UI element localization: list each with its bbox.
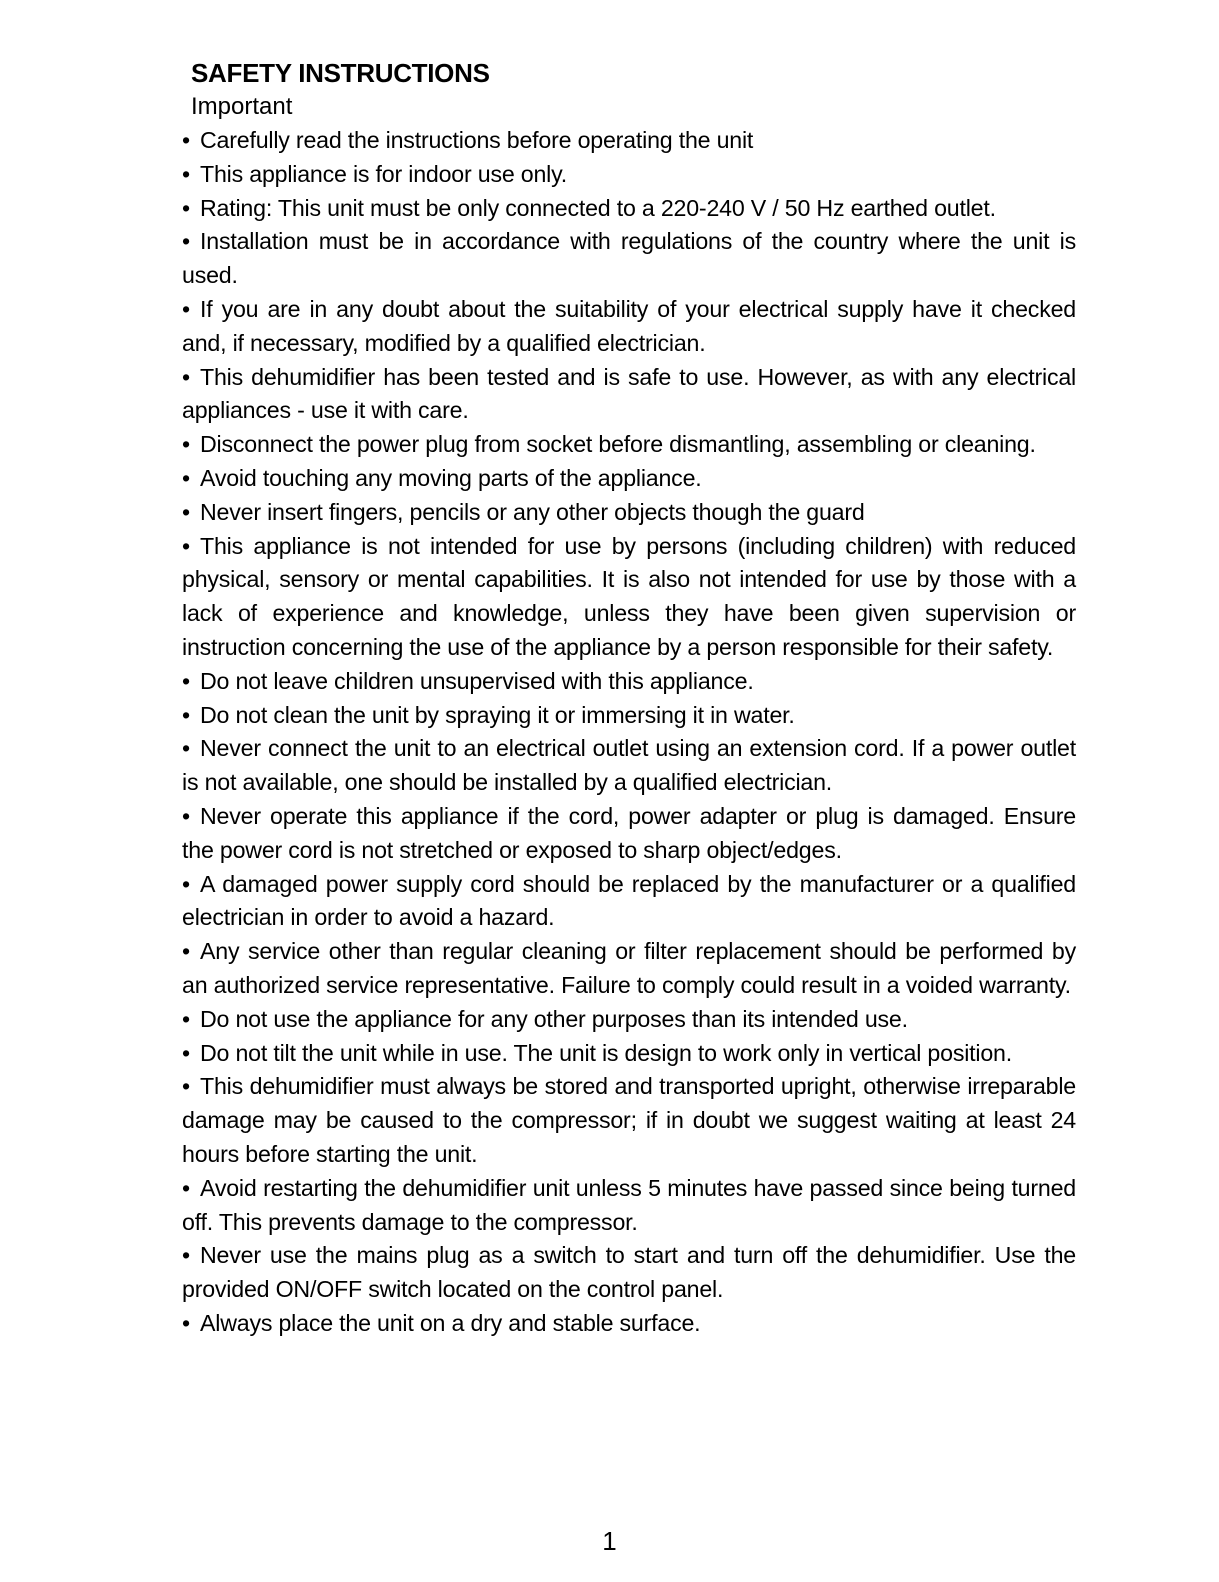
bullet-icon: • (182, 228, 190, 255)
page-number: 1 (602, 1526, 617, 1556)
list-item (182, 158, 1076, 192)
bullet-icon: • (182, 295, 190, 322)
list-item-text: Do not tilt the unit while in use. The unit is design to work only in vertical position. (200, 1039, 1012, 1066)
list-item-text: Never connect the unit to an electrical outlet using an extension cord. If a power outlet is not available, one should be installed by a qualified electrician. (182, 735, 1076, 796)
safety-instructions-list (182, 124, 1076, 1341)
list-item (182, 428, 1076, 462)
list-item-text: Do not leave children unsupervised with this appliance. (200, 667, 754, 694)
bullet-icon: • (182, 1309, 190, 1336)
list-item (182, 361, 1076, 429)
bullet-icon: • (182, 194, 190, 221)
list-item (182, 225, 1076, 293)
list-item (182, 1037, 1076, 1071)
bullet-icon: • (182, 127, 190, 153)
list-item-text: Do not clean the unit by spraying it or immersing it in water. (200, 701, 795, 728)
list-item-text: Avoid touching any moving parts of the appliance. (200, 464, 702, 491)
page-subtitle: Important (191, 93, 293, 120)
list-item-text: Always place the unit on a dry and stable surface. (200, 1309, 701, 1336)
list-item (182, 293, 1076, 361)
bullet-icon: • (182, 735, 190, 762)
list-item-text: Do not use the appliance for any other purposes than its intended use. (200, 1005, 908, 1032)
list-item-text: This dehumidifier must always be stored and transported upright, otherwise irreparable damage may be caused to the compressor; if in doubt we suggest waiting at least 24 hours before starting the unit. (182, 1073, 1076, 1167)
list-item (182, 935, 1076, 1003)
list-item-text: A damaged power supply cord should be replaced by the manufacturer or a qualified electrician in order to avoid a hazard. (182, 870, 1076, 931)
page-title: SAFETY INSTRUCTIONS (191, 58, 490, 88)
list-item-text: Any service other than regular cleaning or filter replacement should be performed by an authorized service representative. Failure to comply could result in a voided warranty. (182, 938, 1076, 998)
list-item-text: Installation must be in accordance with regulations of the country where the unit is used. (182, 228, 1076, 289)
bullet-icon: • (182, 701, 190, 728)
list-item-text: Disconnect the power plug from socket before dismantling, assembling or cleaning. (200, 431, 1036, 458)
list-item (182, 496, 1076, 530)
list-item (182, 1003, 1076, 1037)
bullet-icon: • (182, 1073, 190, 1100)
list-item (182, 192, 1076, 226)
list-item-text: Never insert fingers, pencils or any other objects though the guard (200, 498, 865, 525)
list-item (182, 1070, 1076, 1171)
bullet-icon: • (182, 160, 190, 187)
bullet-icon: • (182, 938, 190, 965)
bullet-icon: • (182, 1174, 190, 1201)
list-item-text: This appliance is not intended for use by persons (including children) with reduced physical, sensory or mental capabilities. It is also not intended for use by those with a lack of experience and knowledge, unless they have been given supervision or instruction concerning the use of the appliance by a person responsible for their safety. (182, 532, 1076, 660)
list-item (182, 1307, 1076, 1341)
list-item (182, 1172, 1076, 1240)
list-item (182, 868, 1076, 936)
list-item (182, 800, 1076, 868)
list-item-text: If you are in any doubt about the suitability of your electrical supply have it checked and, if necessary, modified by a qualified electrician. (182, 295, 1076, 356)
bullet-icon: • (182, 532, 190, 559)
list-item-text: Rating: This unit must be only connected to a 220-240 V / 50 Hz earthed outlet. (200, 194, 996, 221)
bullet-icon: • (182, 1005, 190, 1032)
bullet-icon: • (182, 1039, 190, 1066)
bullet-icon: • (182, 1242, 190, 1269)
list-item-text: This dehumidifier has been tested and is safe to use. However, as with any electrical appliances - use it with care. (182, 363, 1076, 424)
list-item-text: Never use the mains plug as a switch to start and turn off the dehumidifier. Use the provided ON/OFF switch located on the control panel. (182, 1242, 1076, 1303)
list-item (182, 462, 1076, 496)
bullet-icon: • (182, 431, 190, 458)
bullet-icon: • (182, 363, 190, 390)
list-item-text: Avoid restarting the dehumidifier unit unless 5 minutes have passed since being turned off. This prevents damage to the compressor. (182, 1174, 1076, 1235)
bullet-icon: • (182, 498, 190, 525)
bullet-icon: • (182, 802, 190, 829)
bullet-icon: • (182, 667, 190, 694)
list-item (182, 732, 1076, 800)
list-item-text: Carefully read the instructions before operating the unit (200, 127, 754, 153)
list-item-text: This appliance is for indoor use only. (200, 160, 568, 187)
document-page (182, 56, 1076, 1341)
bullet-icon: • (182, 870, 190, 897)
bullet-icon: • (182, 464, 190, 491)
list-item (182, 665, 1076, 699)
list-item (182, 1239, 1076, 1307)
list-item (182, 530, 1076, 665)
list-item (182, 124, 1076, 158)
list-item (182, 699, 1076, 733)
list-item-text: Never operate this appliance if the cord, power adapter or plug is damaged. Ensure the power cord is not stretched or exposed to sharp object/edges. (182, 802, 1076, 863)
